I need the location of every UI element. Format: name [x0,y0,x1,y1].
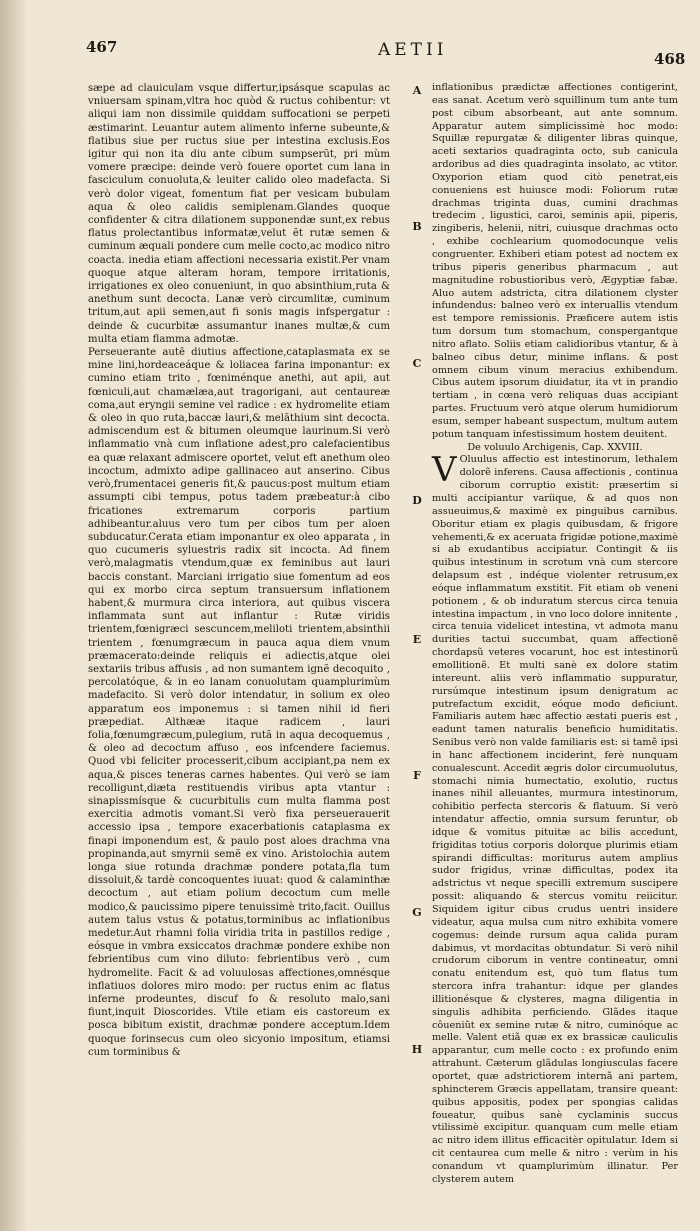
margin-letter-b: B [412,220,422,233]
right-paragraph-bottom [432,450,678,1186]
margin-letter-e: E [412,633,422,646]
left-paragraph-2: Perseuerante autē diutius affectione,cataplasmata ex se mine lini,hordeaceáque & loliacea farina imponantur: ex cumino etiam trito , fœniménque anethi, aut apii, aut fœniculi,aut chamælæa,aut tragorigani, aut centaureæ coma,aut eryngii semine vel radice : ex hydromelite etiam & oleo in quo ruta,baccæ lauri,& melãthium sint decocta. admiscendum est & bitumen oleumque laurinum.Si verò inflammatio vnà cum inflatione adest,pro calefacientibus ea quæ relaxant admiscere oportet, velut eft anethum oleo incoctum, admixto adipe gallinaceo aut anserino. Cibus verò,frumentacei generis fit,& paucus:post multum etiam assumpti cibi tempus, potus tadem præbeatur:à cibo fricationes extremarum corporis partium adhibeantur.aluus vero tum per cibos tum per aloen subducatur.Cerata etiam imponantur ex oleo apparata , in quo cucumeris syluestris radix sit incocta. Ad finem verò,malagmatis vtendum,quæ ex feminibus aut lauri baccis constant. Marciani irrigatio siue fomentum ad eos qui ex morbo circa septum transuersum inflationem habent,& murmura circa interiora, aut quibus viscera inflammata sunt aut inflantur : Rutæ viridis trientem,fœnigræci sescuncem,meliloti trientem,absinthii trientem , fœnumgræcum in pauca aqua diem vnum præmacerato:deinde reliquis ei adiectis,atque olei sextariis tribus affusis , ad non sumantem ignẽ decoquito , percolatóque, & in eo lanam conuolutam quamplurimùm madefacito. Si verò dolor intendatur, in solium ex oleo apparatum eos imponemus : si tamen nihil id fieri præpediat. Althææ itaque radicem , lauri folia,fœnumgræcum,pulegium, rutã in aqua decoquemus , & oleo ad decoctum affuso , eos infcendere faciemus. Quod vbi feliciter processerit,cibum accipiant,pa nem ex aqua,& pisces teneras carnes habentes. Qui verò se iam recolligunt,diæta restituendis viribus apta vtantur : sinapissmísque & cucurbitulis cum multa flamma post exercitia admotis vomant.Si verò fixa perseuerauerit accessio ipsa , tempore exacerbationis cataplasma ex finapi imponendum est, & paulo post aloes drachma vna propinanda,aut smyrnii semẽ ex vino. Aristolochia autem longa siue rotunda drachmæ pondere potata,fla tum dissoluit,& tardè concoquentes iuuat: quod & calaminthæ decoctum , aut etiam polium decoctum cum melle modico,& paucissimo pipere tenuissimè trito,facit. Ouillus autem talus vstus & potatus,torminibus ac inflationibus medetur.Aut rhamni folia viridia trita in pastillos redige , eósque in vmbra exsiccatos drachmæ pondere exhibe non febrientibus cum vino diluto: febrientibus verò , cum hydromelite. Facit & ad voluulosas affectiones,omnésque inflatiuos dolores miro modo: per ructus enim ac flatus inferne prodeuntes, discuf fo & resoluto malo,sani fiunt,inquit Dioscorides. Vtile etiam eis castoreum ex posca bibitum existit, drachmæ pondere acceptum.Idem quoque forinsecus cum oleo sicyonio impositum, etiamsi cum torminibus & [88,347,390,1058]
drop-cap-letter: V [432,450,457,491]
page-number-right: 468 [654,50,686,68]
running-title: AETII [378,40,448,60]
right-paragraph-bottom-text: Oluulus affectio est intestinorum, lethalem dolorẽ inferens. Causa affectionis , continua ciborum corruptio existit: præsertim si multi accipiantur varíique, & ad quos non assueuimus,& maximè ex pinguibus carnibus. Oboritur etiam ex plagis quibusdam, & frigore vehementi,& ex aceruata frigidæ potione,maximè si ab exudantibus accipiatur. Contingit & iis quibus intestinum in scrotum vnà cum stercore delapsum est , indéque violenter retrusum,ex eóque inflammatum exstitit. Fit etiam ob veneni potionem , & ob induratum stercus circa tenuia intestina impactum , in vno loco dolore innitente , circa tenuia videlicet intestina, vt admota manu durities tactui succumbat, quam affectionẽ chordapsũ veteres vocarunt, hoc est intestinorũ emollitionẽ. Et multi sanè ex dolore statim intereunt. aliis verò inflammatio suppuratur, rursúmque intestinum ipsum denigratum ac putrefactum excidit, eóque modo deficiunt. Familiaris autem hæc affectio æstati pueris est , eadunt tamen naturalis beneficio humiditatis. Senibus verò non valde familiaris est: si tamẽ ipsi in hanc affectionem inciderint, ferè nunquam conualescunt. Accedit ægris dolor circumuolutus, stomachi nimia humectatio, exolutio, ructus inanes nihil alleuantes, murmura intestinorum, cohibitio perfecta stercoris & flatuum. Si verò intendatur affectio, omnia sursum feruntur, ob idque & vomitus pituitæ ac bilis accedunt, frigiditas totius corporis dolorque plurimis etiam spirandi difficultas: moriturus autem amplius sudor frigidus, vrinæ difficultas, podex ita adstrictus vt neque specilli extremum suscipere possit: aliquando & stercus vomitu reiicitur. Siquidem igitur cibus crudus uentri insidere videatur, aqua mulsa cum nitro exhibita vomere cogemus: deinde rursum aqua calida puram dabimus, vt mordacitas obtundatur. Si verò nihil crudorum ciborum in ventre contineatur, omni conatu enitendum est, quò tum flatus tum stercora infra trahantur: idque per glandes illitionésque & clysteres, magna diligentia in singulis adhibita perficiendo. Glãdes itaque côueniũt ex semine rutæ & nitro, cuminóque ac melle. Valent etiã quæ ex ex brassicæ cauliculis apparantur, cum melle cocto : ex profundo enim attrahunt. Cæterum glãdulas longiusculas facere oportet, quæ adstrictiorem internã ani partem, sphincterem Græcis appellatam, transire queant: quibus appositis, podex per spongias calidas foueatur, quibus sanè cyclaminis succus vtilissimè excipitur. quanquam cum melle etiam ac nitro idem illitus efficacitèr opitulatur. Idem si cit centaurea cum melle & nitro : verùm in his conandum vt quamplurimùm illinatur. Per clysterem autem [432,454,678,1185]
margin-letter-d: D [412,494,422,507]
binding-shadow [0,0,28,1231]
margin-letter-g: G [412,906,422,919]
page-number-left: 467 [86,38,118,56]
right-paragraph-top: inflationibus prædictæ affectiones contigerint, eas sanat. Acetum verò squillinum tum ante tum post cibum absorbeant, aut ante somnum. Apparatur autem simplicissimè hoc modo: Squillæ repurgatæ & diligenter libras quinque, aceti sextarios quadraginta octo, sub canicula ardoribus ad dies quadraginta insolato, ac vtitor. Oxyporion etiam quod citò penetrat,eis conueniens est huiusce modi: Foliorum rutæ drachmas triginta duas, cumini drachmas tredecim , ligustici, caroi, seminis apii, piperis, zingiberis, helenii, nitri, cuiusque drachmas octo , exhibe cochlearium quomodocunque velis congruenter. Exhiberi etiam potest ad noctem ex tribus piperis generibus pharmacum , aut magnitudine robustioribus verò, Ægyptiæ fabæ. Aluo autem adstricta, citra dilationem clyster infundendus: balneo verò ex interuallis vtendum est tempore remissionis. Præficere autem istis tum dorsum tum stomachum, conspergantque nitro aflato. Soliis etiam calidioribus vtantur, & à balneo cibus detur, minime inflans. & post omnem cibum vinum meracius exhibendum. Cibus autem ipsorum diuidatur, ita vt in prandio tertiam , in cœna verò reliquas duas accipiant partes. Fructuum verò atque olerum humidiorum esum, semper habeant suspectum, multum autem potum tanquam infestissimum hostem deuitent. [432,82,678,440]
margin-letter-h: H [411,1043,423,1056]
right-column [432,82,678,1187]
margin-letter-c: C [412,357,422,370]
chapter-heading: De voluulo Archigenis, Cap. XXVIII. [467,441,643,453]
margin-letter-f: F [413,769,421,782]
margin-letter-a: A [412,84,422,97]
left-paragraph-1: sæpe ad clauiculam vsque differtur,ipsásque scapulas ac vniuersam spinam,vltra hoc quòd & ructus cohibentur: vt aliqui iam non dissimile quiddam suffocationi se perpeti æstimarint. Leuantur autem alimento inferne subeunte,& flatibus siue per ructus siue per intestina exclusis.Eos igitur qui non ita diu ante cibum sumpserũt, pri mùm vomere præcipe: deinde verò fouere oportet cum lana in fasciculum conuoluta,& leuiter calido oleo madefacta. Si verò dolor vigeat, fomentum fiat per vesicam bubulam aqua & oleo calidis semiplenam.Glandes quoque confidenter & citra dilationem supponendæ sunt,ex rebus flatus prolectantibus informatæ,velut ẽt rutæ semen & cuminum æquali pondere cum melle cocto,ac modico nitro coacta. inedia etiam affectioni necessaria existit.Per vnam quoque atque alteram horam, tempore irritationis, irrigationes ex oleo conueniunt, in quo absinthium,ruta & anethum sunt decocta. Lanæ verò circumlitæ, cuminum tritum,aut apii semen,aut fi sonis magis infspergatur : deinde & cucurbitæ assumantur inanes multæ,& cum multa etiam flamma admotæ. [88,83,390,345]
left-column [88,82,390,1059]
